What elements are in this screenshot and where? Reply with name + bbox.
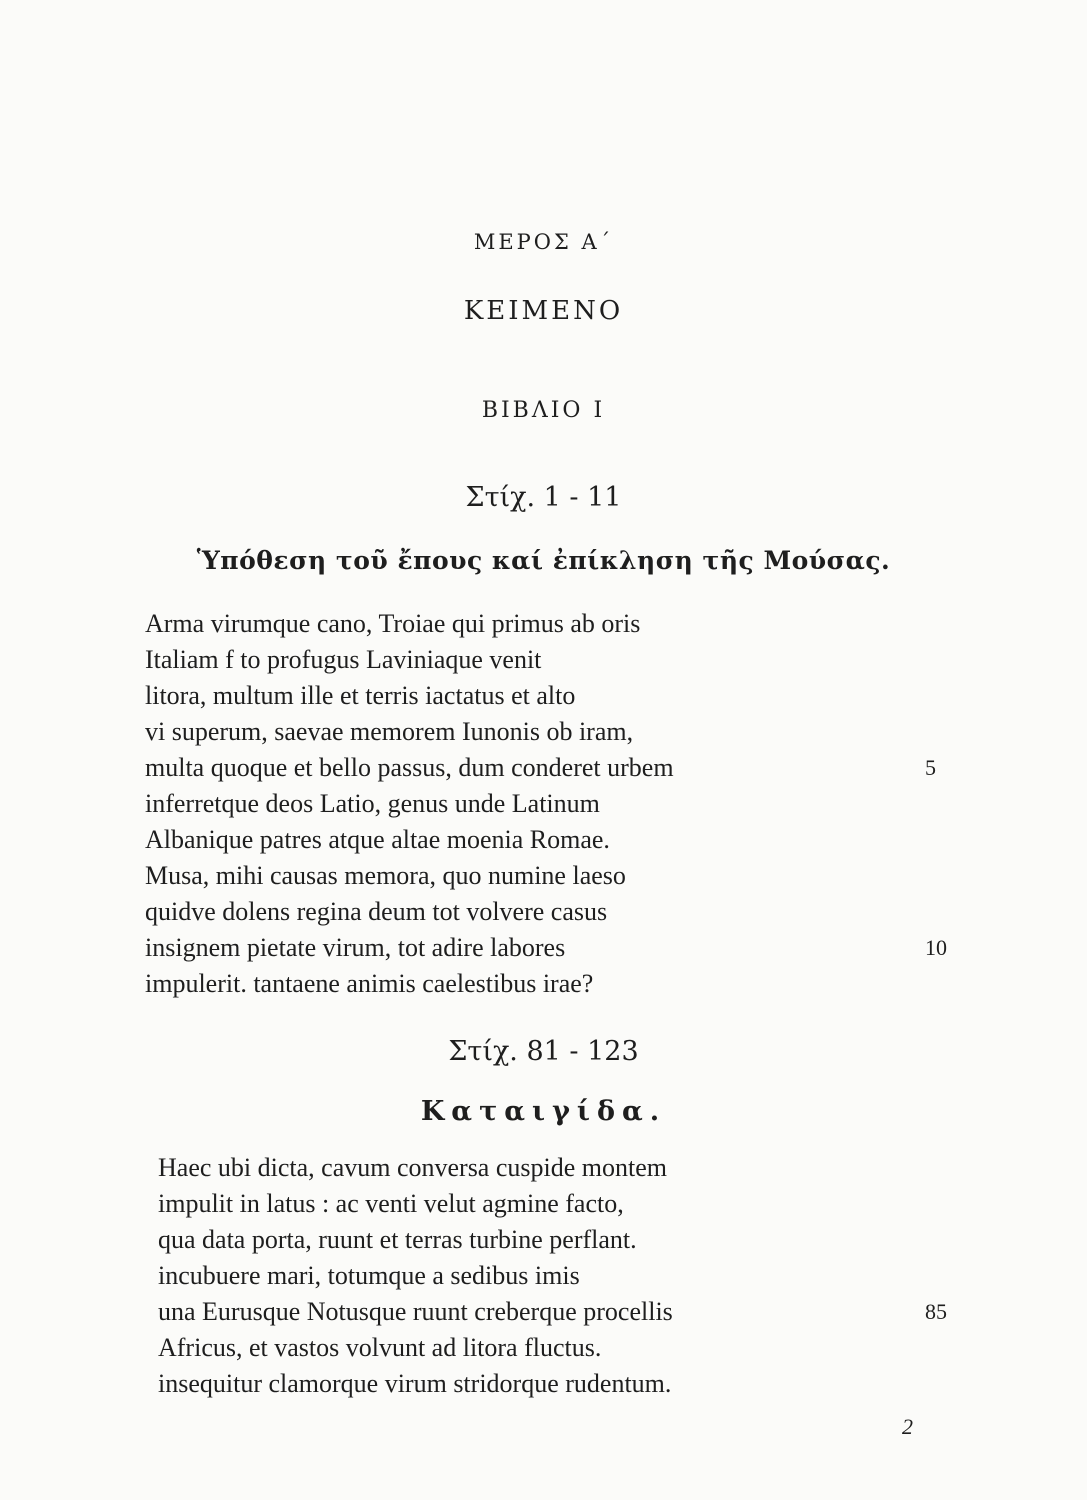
section-1-verses	[145, 606, 965, 1002]
verse-line	[145, 858, 965, 894]
verse-line	[158, 1222, 978, 1258]
verse-line	[158, 1330, 978, 1366]
verse-text: litora, multum ille et terris iactatus et alto	[145, 681, 576, 710]
book-title: ΒΙΒΛΙΟ I	[481, 398, 606, 423]
verse-text: Musa, mihi causas memora, quo numine laeso	[145, 861, 626, 890]
text-title: ΚΕΙΜΕΝΟ	[463, 296, 624, 326]
verse-text: insequitur clamorque virum stridorque rudentum.	[158, 1369, 672, 1398]
verse-line	[145, 750, 965, 786]
verse-text: Arma virumque cano, Troiae qui primus ab oris	[145, 609, 641, 638]
verse-line	[145, 642, 965, 678]
verse-number: 10	[925, 935, 947, 960]
verse-number: 5	[925, 755, 936, 780]
verse-text: inferretque deos Latio, genus unde Latinum	[145, 789, 600, 818]
verse-text: multa quoque et bello passus, dum conderet urbem	[145, 753, 674, 782]
verse-line	[145, 966, 965, 1002]
verse-line	[158, 1150, 978, 1186]
section-2-subject: Καταιγίδα.	[420, 1096, 667, 1127]
verse-line	[145, 894, 965, 930]
verse-line	[145, 930, 965, 966]
verse-text: Haec ubi dicta, cavum conversa cuspide montem	[158, 1153, 667, 1182]
section-2-verses	[158, 1150, 978, 1402]
verse-line	[145, 606, 965, 642]
verse-text: Africus, et vastos volvunt ad litora fluctus.	[158, 1333, 602, 1362]
section-2-lines-label: Στίχ. 81 - 123	[448, 1036, 639, 1067]
section-1-subject: Ὑπόθεση τοῦ ἔπους καί ἐπίκληση τῆς Μούσας.	[196, 546, 891, 575]
verse-text: Albanique patres atque altae moenia Romae.	[145, 825, 610, 854]
verse-line	[158, 1258, 978, 1294]
verse-text: quidve dolens regina deum tot volvere casus	[145, 897, 608, 926]
verse-line	[145, 678, 965, 714]
verse-text: una Eurusque Notusque ruunt creberque procellis	[158, 1297, 673, 1326]
section-1-lines-label: Στίχ. 1 - 11	[465, 482, 622, 513]
verse-text: incubuere mari, totumque a sedibus imis	[158, 1261, 580, 1290]
verse-text: insignem pietate virum, tot adire labores	[145, 933, 566, 962]
verse-text: impulit in latus : ac venti velut agmine facto,	[158, 1189, 624, 1218]
verse-line	[158, 1186, 978, 1222]
verse-line	[145, 714, 965, 750]
verse-line	[158, 1366, 978, 1402]
verse-line	[145, 786, 965, 822]
verse-line	[158, 1294, 978, 1330]
verse-line	[145, 822, 965, 858]
page-number: 2	[902, 1414, 913, 1439]
verse-number: 85	[925, 1299, 947, 1324]
verse-text: Italiam f to profugus Laviniaque venit	[145, 645, 542, 674]
verse-text: vi superum, saevae memorem Iunonis ob iram,	[145, 717, 634, 746]
verse-text: impulerit. tantaene animis caelestibus irae?	[145, 969, 594, 998]
part-title: ΜΕΡΟΣ Α΄	[473, 230, 614, 254]
verse-text: qua data porta, ruunt et terras turbine perflant.	[158, 1225, 637, 1254]
